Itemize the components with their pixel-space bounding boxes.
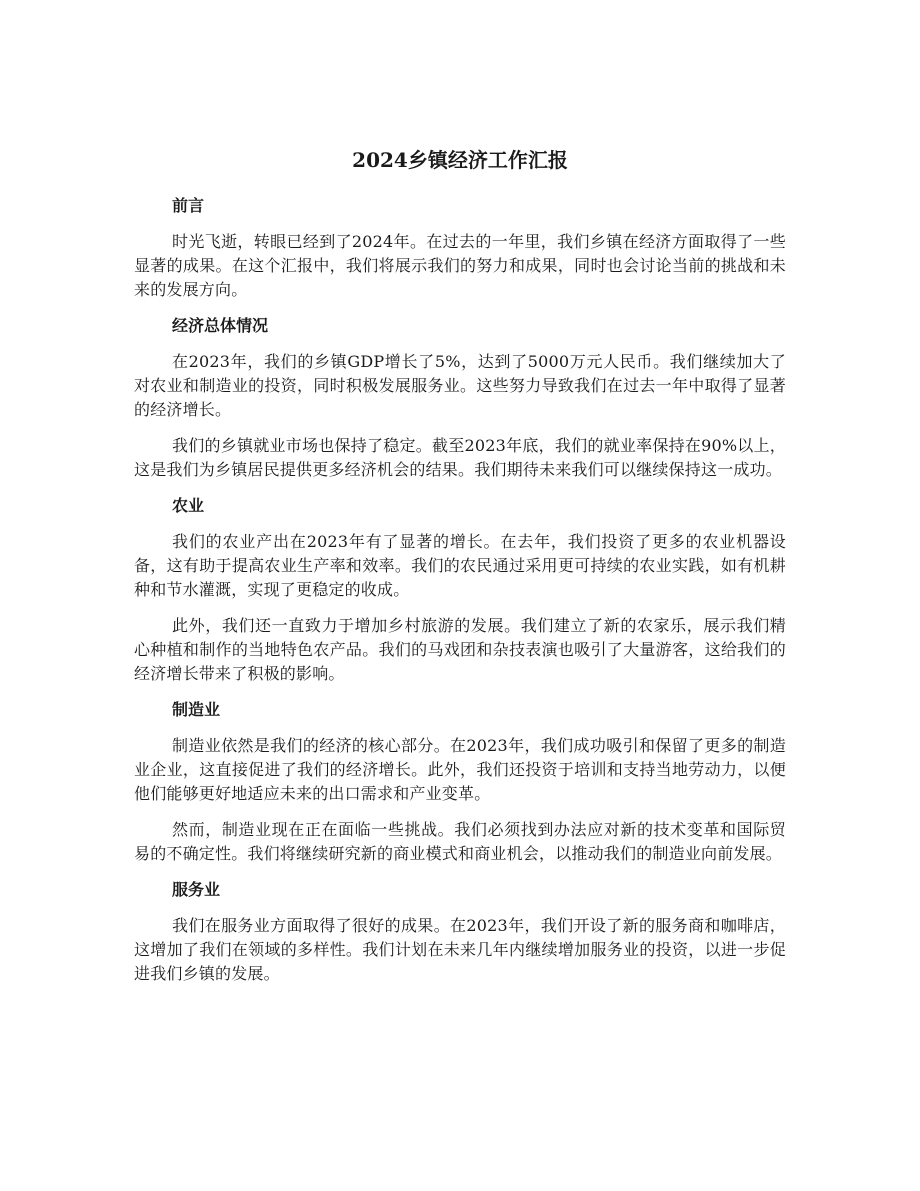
section-heading: 制造业 [172, 700, 221, 719]
paragraph: 时光飞逝，转眼已经到了2024年。在过去的一年里，我们乡镇在经济方面取得了一些显著的成果。在这个汇报中，我们将展示我们的努力和成果，同时也会讨论当前的挑战和未来的发展方向。 [134, 232, 786, 299]
section-manufacturing [134, 698, 786, 866]
paragraph: 我们的农业产出在2023年有了显著的增长。在去年，我们投资了更多的农业机器设备，这有助于提高农业生产率和效率。我们的农民通过采用更可持续的农业实践，如有机耕种和节水灌溉，实现了更稳定的收成。 [134, 532, 786, 599]
paragraph: 然而，制造业现在正在面临一些挑战。我们必须找到办法应对新的技术变革和国际贸易的不确定性。我们将继续研究新的商业模式和商业机会，以推动我们的制造业向前发展。 [134, 820, 786, 863]
section-heading: 服务业 [172, 880, 221, 899]
paragraph: 此外，我们还一直致力于增加乡村旅游的发展。我们建立了新的农家乐，展示我们精心种植和制作的当地特色农产品。我们的马戏团和杂技表演也吸引了大量游客，这给我们的经济增长带来了积极的影响。 [134, 616, 786, 683]
paragraph: 在2023年，我们的乡镇GDP增长了5%，达到了5000万元人民币。我们继续加大了对农业和制造业的投资，同时积极发展服务业。这些努力导致我们在过去一年中取得了显著的经济增长。 [134, 352, 786, 419]
paragraph: 我们在服务业方面取得了很好的成果。在2023年，我们开设了新的服务商和咖啡店，这增加了我们在领域的多样性。我们计划在未来几年内继续增加服务业的投资，以进一步促进我们乡镇的发展。 [134, 916, 786, 983]
paragraph: 制造业依然是我们的经济的核心部分。在2023年，我们成功吸引和保留了更多的制造业企业，这直接促进了我们的经济增长。此外，我们还投资于培训和支持当地劳动力，以便他们能够更好地适应未来的出口需求和产业变革。 [134, 736, 786, 803]
section-services [134, 878, 786, 986]
section-heading: 农业 [172, 496, 205, 515]
section-preface [134, 194, 786, 302]
document-page [134, 146, 786, 998]
section-agriculture [134, 494, 786, 686]
section-heading: 经济总体情况 [172, 316, 269, 335]
section-economic-overview [134, 314, 786, 482]
paragraph: 我们的乡镇就业市场也保持了稳定。截至2023年底，我们的就业率保持在90%以上，这是我们为乡镇居民提供更多经济机会的结果。我们期待未来我们可以继续保持这一成功。 [134, 436, 786, 479]
document-title: 2024乡镇经济工作汇报 [352, 148, 568, 172]
section-heading: 前言 [172, 196, 205, 215]
